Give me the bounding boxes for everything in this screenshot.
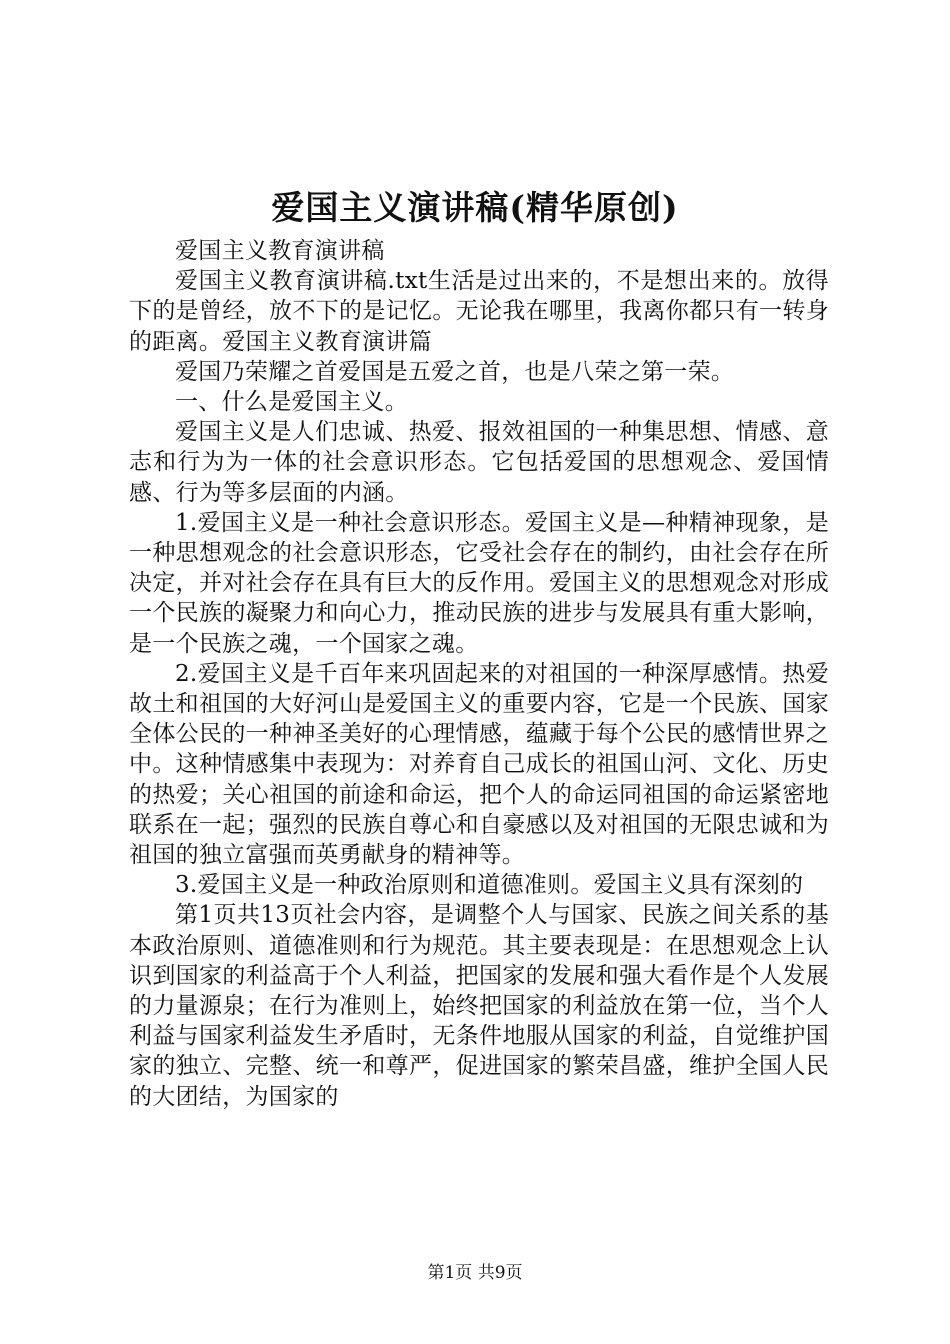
paragraph-point-1: 1.爱国主义是一种社会意识形态。爱国主义是—种精神现象，是一种思想观念的社会意识形态，它受社会存在的制约，由社会存在所决定，并对社会存在具有巨大的反作用。爱国主义的思想观念对形成一个民族的凝聚力和向心力，推动民族的进步与发展具有重大影响，是一个民族之魂，一个国家之魂。 bbox=[129, 509, 829, 657]
page-footer: 第1页 共9页 bbox=[427, 1263, 523, 1283]
document-title: 爱国主义演讲稿(精华原创) bbox=[271, 188, 679, 227]
paragraph-definition: 爱国主义是人们忠诚、热爱、报效祖国的一种集思想、情感、意志和行为为一体的社会意识形态。它包括爱国的思想观念、爱国情感、行为等多层面的内涵。 bbox=[129, 419, 829, 506]
paragraph-continuation: 第1页共13页社会内容，是调整个人与国家、民族之间关系的基本政治原则、道德准则和行为规范。其主要表现是：在思想观念上认识到国家的利益高于个人利益，把国家的发展和强大看作是个人发展的力量源泉；在行为准则上，始终把国家的利益放在第一位，当个人利益与国家利益发生矛盾时，无条件地服从国家的利益，自觉维护国家的独立、完整、统一和尊严，促进国家的繁荣昌盛，维护全国人民的大团结，为国家的 bbox=[129, 902, 829, 1110]
paragraph-point-2: 2.爱国主义是千百年来巩固起来的对祖国的一种深厚感情。热爱故土和祖国的大好河山是爱国主义的重要内容，它是一个民族、国家全体公民的一种神圣美好的心理情感，蕴藏于每个公民的感情世界之中。这种情感集中表现为：对养育自己成长的祖国山河、文化、历史的热爱；关心祖国的前途和命运，把个人的命运同祖国的命运紧密地联系在一起；强烈的民族自尊心和自豪感以及对祖国的无限忠诚和为祖国的独立富强而英勇献身的精神等。 bbox=[129, 660, 829, 869]
paragraph-section-heading: 一、什么是爱国主义。 bbox=[175, 389, 408, 416]
paragraph-subtitle: 爱国主义教育演讲稿 bbox=[175, 238, 385, 264]
document-body bbox=[129, 236, 829, 1112]
paragraph-point-3: 3.爱国主义是一种政治原则和道德准则。爱国主义具有深刻的 bbox=[175, 872, 804, 899]
paragraph-intro: 爱国主义教育演讲稿.txt生活是过出来的，不是想出来的。放得下的是曾经，放不下的是记忆。无论我在哪里，我离你都只有一转身的距离。爱国主义教育演讲篇 bbox=[129, 268, 829, 355]
paragraph-honor: 爱国乃荣耀之首爱国是五爱之首，也是八荣之第一荣。 bbox=[175, 358, 735, 385]
